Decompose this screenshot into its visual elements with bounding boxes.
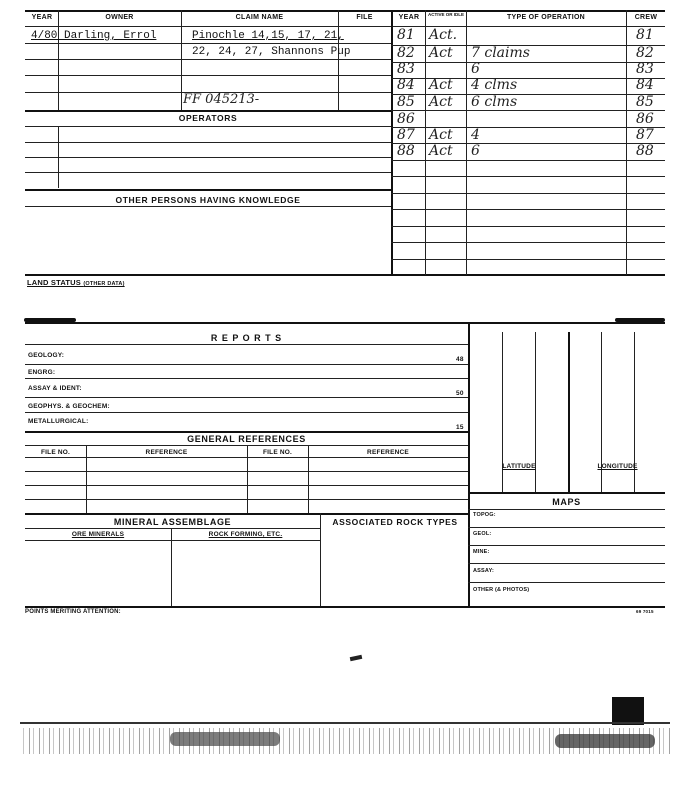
op-status: Act: [429, 127, 453, 143]
report-label: METALLURGICAL:: [28, 418, 89, 425]
op-crew: 88: [636, 143, 654, 159]
op-year: 86: [397, 111, 415, 127]
header-active-or-idle: ACTIVE OR IDLE: [428, 12, 465, 17]
longitude-label: LONGITUDE: [597, 463, 638, 470]
scan-smudge: [170, 732, 280, 746]
report-label: GEOPHYS. & GEOCHEM:: [28, 403, 110, 410]
scan-edge-line: [20, 722, 670, 724]
op-year: 84: [397, 77, 415, 93]
op-status: Act: [429, 143, 453, 159]
op-status: Act: [429, 94, 453, 110]
op-year: 87: [397, 127, 415, 143]
maps-title: MAPS: [552, 497, 581, 507]
report-number: 50: [456, 390, 464, 397]
report-label: ASSAY & IDENT:: [28, 385, 82, 392]
scan-mark: [350, 655, 363, 661]
report-number: 15: [456, 424, 464, 431]
refs-file-no-1: FILE NO.: [40, 449, 71, 456]
refs-reference-1: REFERENCE: [145, 449, 188, 456]
op-type: 7 claims: [471, 45, 530, 61]
points-meriting-attention: POINTS MERITING ATTENTION:: [25, 609, 121, 615]
claim-line-1: Pinochle 14,15, 17, 21,: [192, 30, 344, 42]
map-label: OTHER (& PHOTOS): [473, 587, 530, 593]
op-year: 82: [397, 45, 415, 61]
op-status: Act.: [429, 27, 458, 43]
header-year-2: YEAR: [398, 14, 420, 21]
op-crew: 85: [636, 94, 654, 110]
header-owner: OWNER: [105, 14, 134, 21]
op-type: 6: [471, 61, 480, 77]
mineral-assemblage-title: MINERAL ASSEMBLAGE: [113, 517, 232, 527]
owner-entry: 4/80 Darling, Errol: [31, 30, 157, 42]
reports-title: R E P O R T S: [210, 333, 283, 343]
op-crew: 81: [636, 27, 654, 43]
header-type-of-operation: TYPE OF OPERATION: [506, 14, 586, 21]
refs-file-no-2: FILE NO.: [262, 449, 293, 456]
claim-line-2: 22, 24, 27, Shannons Pup: [192, 46, 351, 58]
op-crew: 86: [636, 111, 654, 127]
op-year: 88: [397, 143, 415, 159]
op-type: 6 clms: [471, 94, 518, 110]
associated-rock-types-title: ASSOCIATED ROCK TYPES: [332, 517, 458, 527]
map-label: ASSAY:: [473, 568, 495, 574]
op-year: 81: [397, 27, 415, 43]
operators-title: OPERATORS: [178, 113, 238, 123]
op-crew: 84: [636, 77, 654, 93]
map-label: MINE:: [473, 549, 490, 555]
op-year: 83: [397, 61, 415, 77]
header-crew: CREW: [634, 14, 658, 21]
report-label: ENGRG:: [28, 369, 56, 376]
op-type: 4 clms: [471, 77, 518, 93]
refs-reference-2: REFERENCE: [367, 449, 409, 456]
header-year: YEAR: [31, 14, 53, 21]
op-crew: 82: [636, 45, 654, 61]
form-number: 69 7015: [636, 609, 654, 614]
op-status: Act: [429, 45, 453, 61]
land-status-title: LAND STATUS (OTHER DATA): [27, 278, 125, 287]
header-claim-name: CLAIM NAME: [235, 14, 284, 21]
op-year: 85: [397, 94, 415, 110]
rock-forming-header: ROCK FORMING, ETC.: [208, 531, 283, 538]
ore-minerals-header: ORE MINERALS: [71, 531, 125, 538]
map-label: GEOL:: [473, 531, 492, 537]
map-label: TOPOG:: [473, 512, 496, 518]
op-crew: 83: [636, 61, 654, 77]
header-file: FILE: [356, 14, 373, 21]
report-number: 48: [456, 356, 464, 363]
file-number-handwritten: FF 045213-: [183, 92, 260, 107]
op-type: 4: [471, 127, 480, 143]
op-type: 6: [471, 143, 480, 159]
scan-block: [612, 697, 644, 725]
scan-smudge: [555, 734, 655, 748]
op-status: Act: [429, 77, 453, 93]
report-label: GEOLOGY:: [28, 352, 65, 359]
general-references-title: GENERAL REFERENCES: [187, 434, 306, 444]
latitude-label: LATITUDE: [502, 463, 536, 470]
op-crew: 87: [636, 127, 654, 143]
other-persons-title: OTHER PERSONS HAVING KNOWLEDGE: [115, 195, 301, 205]
